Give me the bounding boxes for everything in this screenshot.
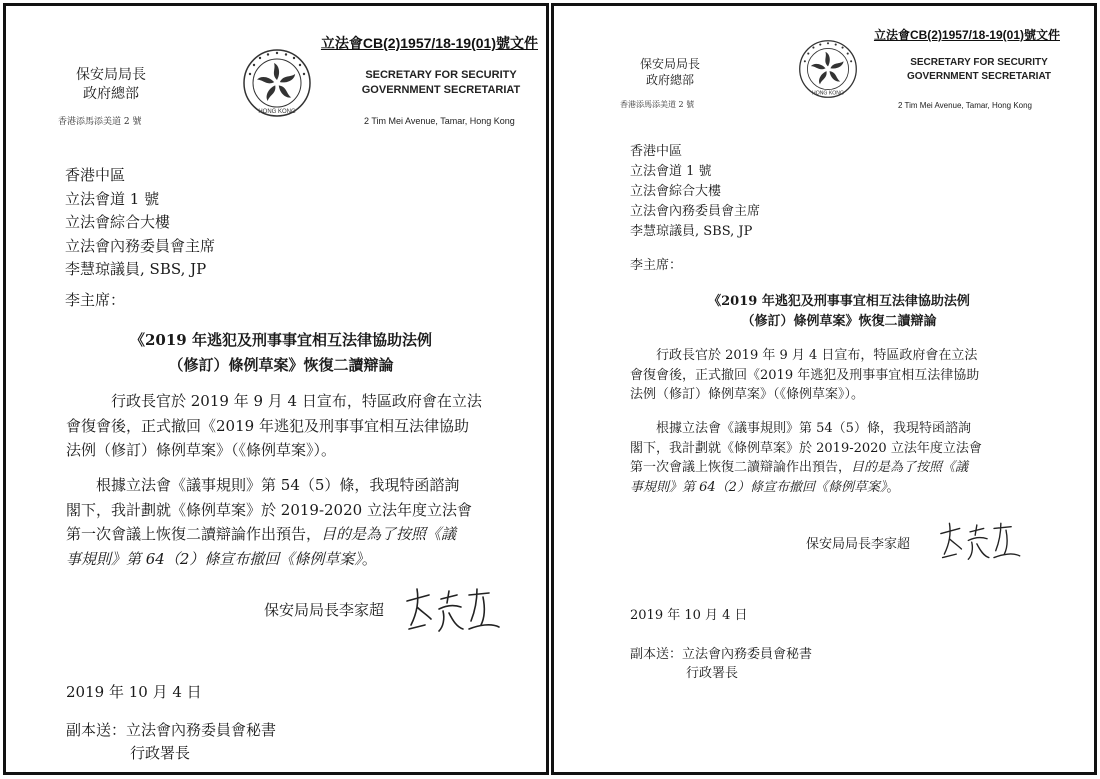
sender-english xyxy=(899,56,1059,84)
recipient-line: 李慧琼議員, SBS, JP xyxy=(65,260,207,278)
recipient-line: 立法會道 1 號 xyxy=(630,164,712,179)
recipient-block xyxy=(65,164,215,282)
paragraph-line: 根據立法會《議事規則》第 54（5）條，我現特函諮詢 xyxy=(96,476,460,494)
address-chinese: 香港添馬添美道 2 號 xyxy=(58,117,142,127)
signoff: 保安局局長李家超 xyxy=(806,537,911,552)
paragraph-line: 根據立法會《議事規則》第 54（5）條，我現特函諮詢 xyxy=(656,421,971,436)
paragraph-line: 閣下，我計劃就《條例草案》於 2019-2020 立法年度立法會 xyxy=(630,440,982,456)
paragraph-line: 會復會後，正式撤回《2019 年逃犯及刑事事宜相互法律協助 xyxy=(66,416,469,435)
paragraph-1 xyxy=(630,346,979,405)
handwritten-signature-icon xyxy=(934,516,1024,564)
sender-en-line1: SECRETARY FOR SECURITY xyxy=(365,69,517,81)
hong-kong-emblem-icon xyxy=(798,39,858,99)
sender-en-line2: GOVERNMENT SECRETARIAT xyxy=(906,71,1052,82)
letter-date: 2019 年 10 月 4 日 xyxy=(66,683,202,701)
sender-en-line2: GOVERNMENT SECRETARIAT xyxy=(361,84,521,97)
paragraph-1 xyxy=(66,389,482,463)
emblem-text: HONG KONG xyxy=(258,109,296,115)
cc-recipient-2: 行政署長 xyxy=(686,666,739,681)
title-line1: 《2019 年逃犯及刑事事宜相互法律協助法例 xyxy=(130,331,432,349)
letter-page-left xyxy=(3,3,549,775)
paragraph-line: 事規則》第 64（2）條宣布撤回《條例草案》。 xyxy=(630,479,900,495)
sender-chinese xyxy=(610,56,730,88)
paragraph-line: 事規則》第 64（2）條宣布撤回《條例草案》。 xyxy=(66,549,377,568)
salutation: 李主席： xyxy=(65,291,126,309)
document-reference: 立法會CB(2)1957/18-19(01)號文件 xyxy=(873,28,1060,42)
paragraph-line: 第一次會議上恢復二讀辯論作出預告，目的是為了按照《議 xyxy=(630,460,969,475)
sender-en-line1: SECRETARY FOR SECURITY xyxy=(910,57,1048,68)
title-line2: （修訂）條例草案》恢復二讀辯論 xyxy=(741,314,937,329)
recipient-block xyxy=(630,142,760,242)
sender-chinese xyxy=(46,66,176,104)
paragraph-line: 會復會後，正式撤回《2019 年逃犯及刑事事宜相互法律協助 xyxy=(630,367,980,383)
paragraph-2 xyxy=(66,473,472,571)
sender-cn-line2: 政府總部 xyxy=(83,85,139,102)
sender-english xyxy=(346,68,536,99)
paragraph-line: 行政長官於 2019 年 9 月 4 日宣布，特區政府會在立法 xyxy=(111,392,482,410)
paragraph-line: 閣下，我計劃就《條例草案》於 2019-2020 立法年度立法會 xyxy=(66,500,472,519)
letter-date: 2019 年 10 月 4 日 xyxy=(630,608,748,623)
paragraph-line: 法例（修訂）條例草案》（《條例草案》）。 xyxy=(630,387,865,402)
recipient-line: 立法會內務委員會主席 xyxy=(65,236,216,255)
recipient-line: 李慧琼議員, SBS, JP xyxy=(630,224,753,239)
recipient-line: 立法會內務委員會主席 xyxy=(630,204,761,219)
letter-title xyxy=(644,292,1034,332)
salutation: 李主席： xyxy=(630,258,683,273)
recipient-line: 立法會綜合大樓 xyxy=(630,184,722,199)
title-line2: （修訂）條例草案》恢復二讀辯論 xyxy=(168,356,394,374)
paragraph-line: 法例（修訂）條例草案》（《條例草案》）。 xyxy=(66,441,337,459)
address-english: 2 Tim Mei Avenue, Tamar, Hong Kong xyxy=(364,116,515,126)
document-reference: 立法會CB(2)1957/18-19(01)號文件 xyxy=(320,35,538,51)
sender-cn-line1: 保安局局長 xyxy=(76,67,146,83)
recipient-line: 香港中區 xyxy=(630,144,683,159)
address-english: 2 Tim Mei Avenue, Tamar, Hong Kong xyxy=(898,101,1033,110)
cc-recipient: 副本送：立法會內務委員會秘書 xyxy=(630,647,813,662)
address-chinese: 香港添馬添美道 2 號 xyxy=(620,100,695,109)
handwritten-signature-icon xyxy=(399,581,504,636)
sender-cn-line1: 保安局局長 xyxy=(639,57,700,71)
sender-cn-line2: 政府總部 xyxy=(645,73,694,88)
cc-recipient: 副本送：立法會內務委員會秘書 xyxy=(66,721,277,739)
letter-title xyxy=(66,328,496,378)
signoff: 保安局局長李家超 xyxy=(264,601,385,619)
title-line1: 《2019 年逃犯及刑事事宜相互法律協助法例 xyxy=(708,294,970,309)
hong-kong-emblem-icon xyxy=(242,48,312,118)
recipient-line: 立法會道 1 號 xyxy=(65,189,160,208)
paragraph-line: 行政長官於 2019 年 9 月 4 日宣布，特區政府會在立法 xyxy=(656,348,978,363)
emblem-text: HONG KONG xyxy=(812,90,844,97)
cc-recipient-2: 行政署長 xyxy=(130,744,191,762)
paragraph-2 xyxy=(630,419,982,497)
letter-page-right xyxy=(551,3,1097,775)
recipient-line: 香港中區 xyxy=(65,166,126,184)
paragraph-line: 第一次會議上恢復二讀辯論作出預告，目的是為了按照《議 xyxy=(66,525,457,543)
recipient-line: 立法會綜合大樓 xyxy=(65,213,171,231)
